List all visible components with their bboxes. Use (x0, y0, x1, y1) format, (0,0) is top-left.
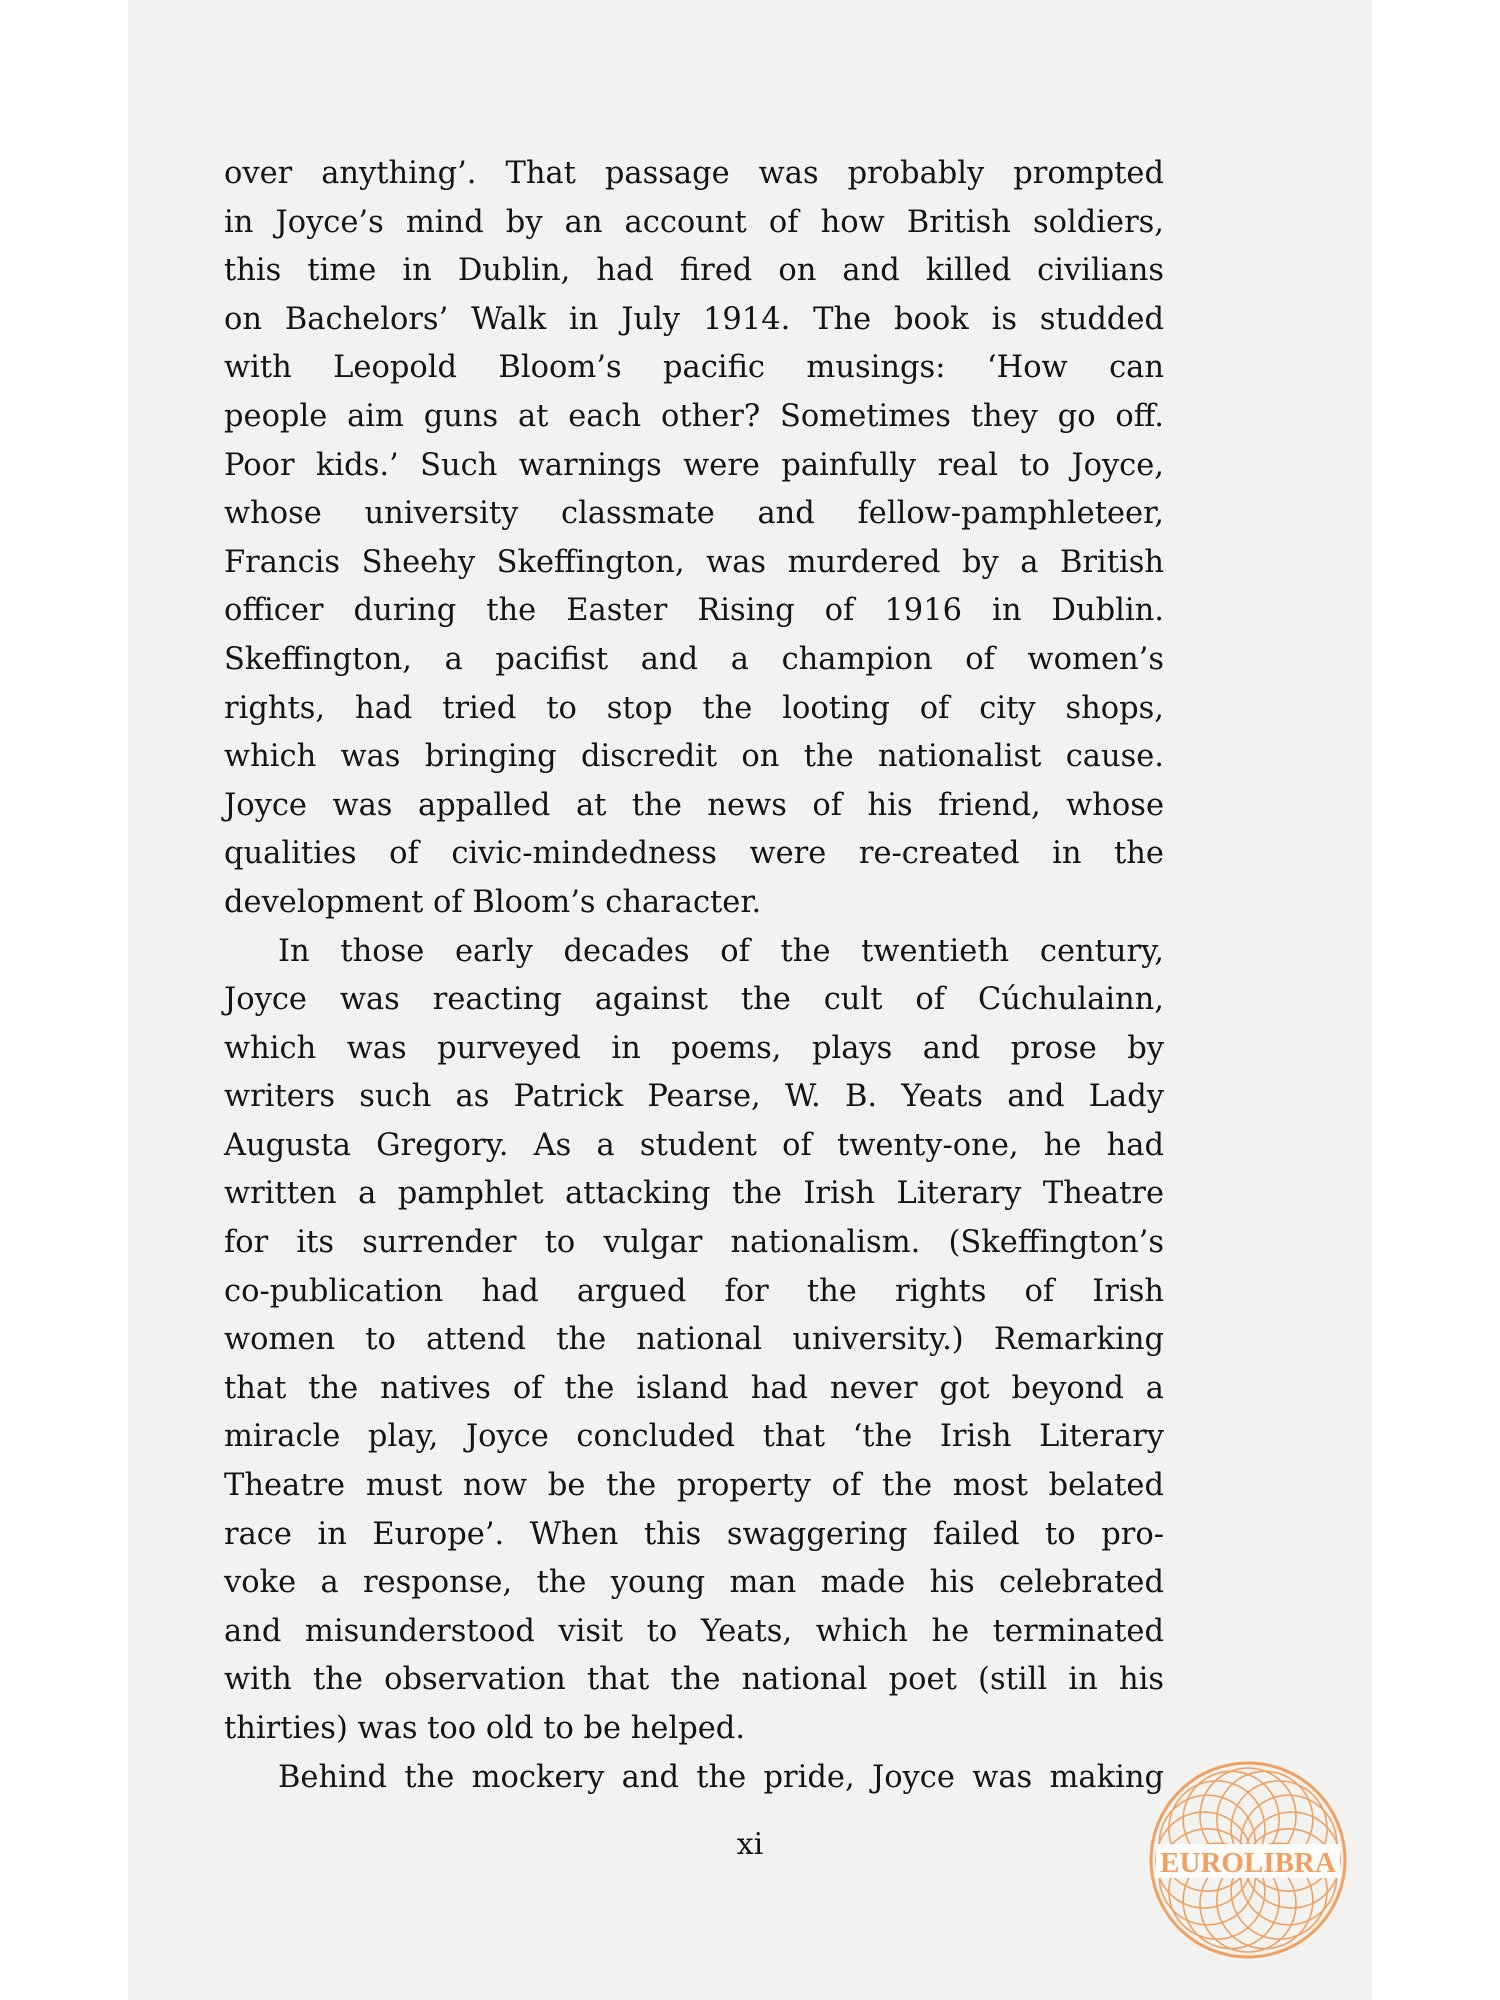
text-line: race in Europe’. When this swaggering failed to pro- (224, 1516, 1164, 1552)
text-line: Theatre must now be the property of the most belated (224, 1468, 1164, 1504)
text-line: Augusta Gregory. As a student of twenty-one, he had (224, 1127, 1164, 1163)
text-line: officer during the Easter Rising of 1916 in Dublin. (224, 593, 1164, 629)
text-line: on Bachelors’ Walk in July 1914. The book is studded (224, 301, 1164, 337)
text-line: miracle play, Joyce concluded that ‘the Irish Literary (224, 1419, 1164, 1455)
text-line: that the natives of the island had never got beyond a (224, 1370, 1164, 1406)
body-text (224, 150, 1164, 1802)
text-line: which was purveyed in poems, plays and prose by (224, 1030, 1164, 1066)
text-line: for its surrender to vulgar nationalism. (Skeffington’s (224, 1225, 1164, 1261)
text-line: writers such as Patrick Pearse, W. B. Yeats and Lady (224, 1079, 1164, 1115)
text-line: co-publication had argued for the rights of Irish (224, 1273, 1164, 1309)
text-line: which was bringing discredit on the nationalist cause. (224, 739, 1164, 775)
text-line: and misunderstood visit to Yeats, which he terminated (224, 1613, 1164, 1649)
text-line: voke a response, the young man made his celebrated (224, 1565, 1164, 1601)
text-line: Joyce was reacting against the cult of Cúchulainn, (224, 982, 1164, 1018)
text-line: with Leopold Bloom’s pacific musings: ‘How can (224, 350, 1164, 386)
text-line: qualities of civic-mindedness were re-created in the (224, 836, 1164, 872)
text-line: Joyce was appalled at the news of his friend, whose (224, 787, 1164, 823)
page-number: xi (736, 1827, 764, 1862)
eurolibra-seal-icon (1148, 1760, 1348, 1960)
text-line: rights, had tried to stop the looting of city shops, (224, 690, 1164, 726)
text-line: with the observation that the national poet (still in his (224, 1662, 1164, 1698)
book-page (128, 0, 1372, 2000)
text-line: over anything’. That passage was probably prompted (224, 156, 1164, 191)
text-line: Behind the mockery and the pride, Joyce was making (278, 1759, 1164, 1795)
text-line: women to attend the national university.) Remarking (224, 1322, 1164, 1358)
text-line: In those early decades of the twentieth century, (278, 933, 1164, 969)
text-line: Skeffington, a pacifist and a champion of women’s (224, 641, 1164, 677)
text-line: Poor kids.’ Such warnings were painfully real to Joyce, (224, 447, 1164, 483)
text-line: whose university classmate and fellow-pamphleteer, (224, 496, 1164, 532)
text-line: this time in Dublin, had fired on and killed civilians (224, 253, 1164, 289)
text-line: thirties) was too old to be helped. (224, 1711, 746, 1746)
text-line: development of Bloom’s character. (224, 884, 762, 920)
text-line: in Joyce’s mind by an account of how British soldiers, (224, 204, 1164, 240)
text-line: people aim guns at each other? Sometimes they go off. (224, 398, 1164, 434)
seal-label: EUROLIBRA (1160, 1847, 1336, 1879)
text-line: Francis Sheehy Skeffington, was murdered by a British (224, 544, 1164, 580)
text-line: written a pamphlet attacking the Irish Literary Theatre (224, 1176, 1164, 1212)
